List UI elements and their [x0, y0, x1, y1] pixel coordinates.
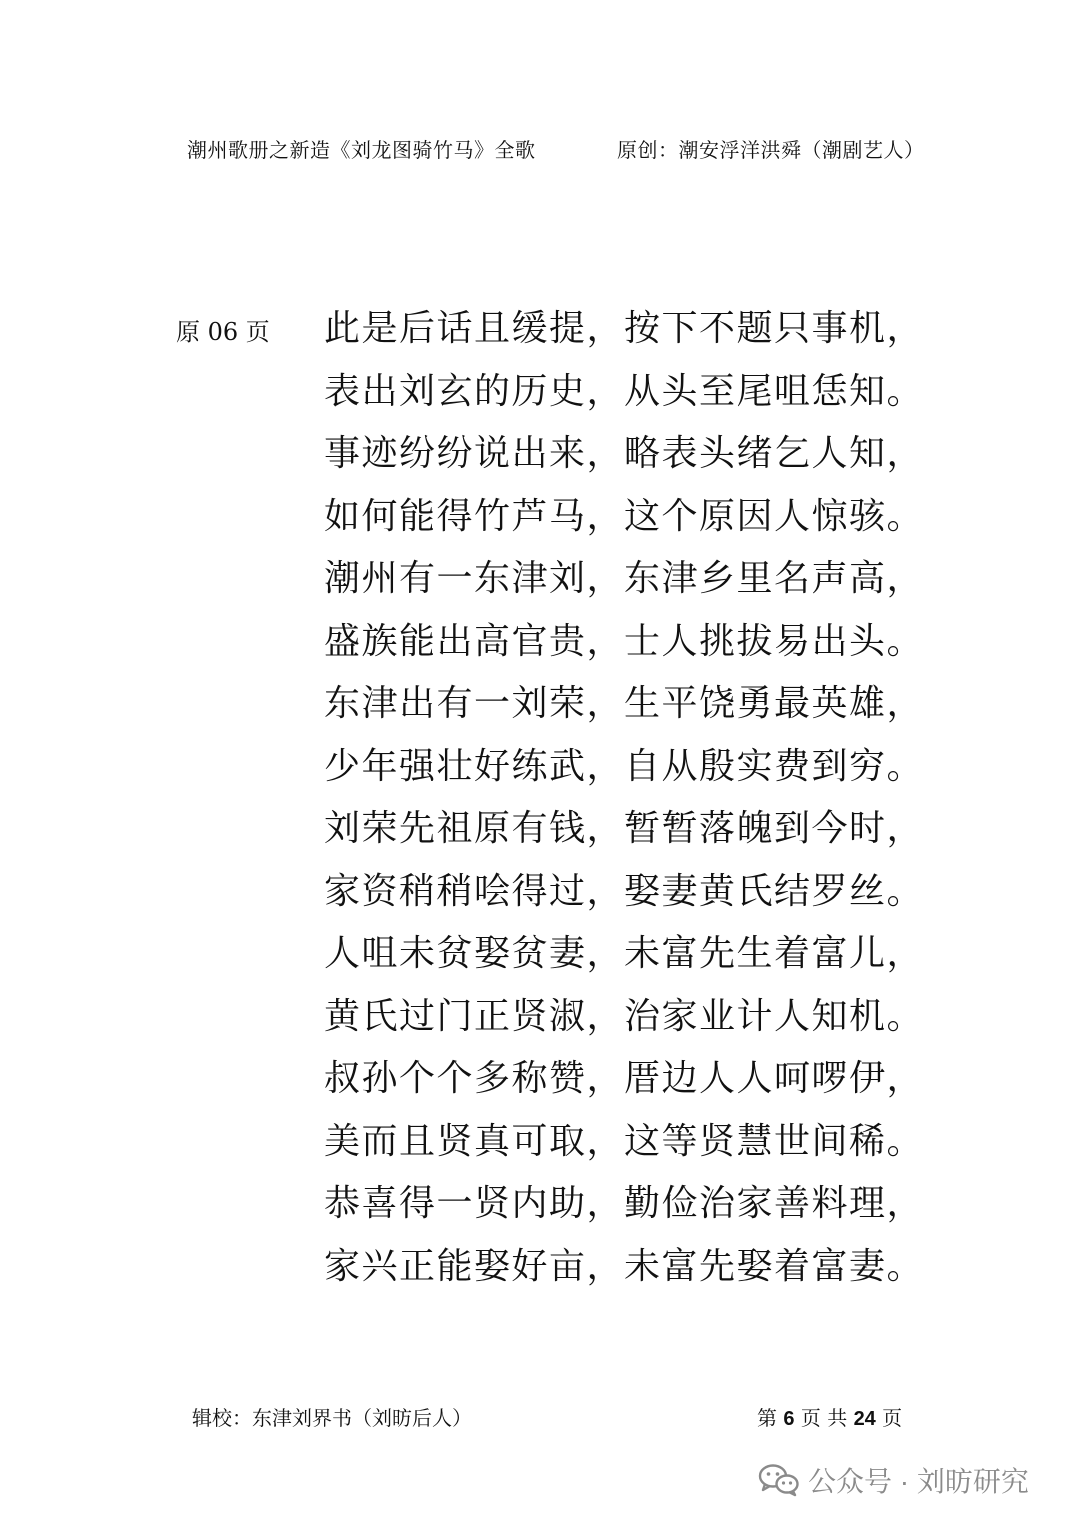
verse-line: 少年强壮好练武，自从殷实费到穷。: [324, 745, 925, 787]
verse-block: [324, 298, 924, 1298]
verse-line: 刘荣先祖原有钱，暂暂落魄到今时，: [324, 808, 925, 849]
verse-line: 家资稍稍哙得过，娶妻黄氏结罗丝。: [324, 870, 925, 912]
verse-line: 表出刘玄的历史，从头至尾咀恁知。: [324, 370, 925, 412]
verse-line: 叔孙个个多称赞，厝边人人呵啰伊，: [324, 1058, 925, 1099]
wechat-icon: [758, 1463, 800, 1497]
page-prefix: 第: [757, 1406, 777, 1430]
page-mid: 页 共: [800, 1406, 848, 1430]
verse-line: 如何能得竹芦马，这个原因人惊骇。: [324, 495, 925, 537]
verse-line: 恭喜得一贤内助，勤俭治家善料理，: [324, 1183, 925, 1224]
verse-line: 东津出有一刘荣，生平饶勇最英雄，: [324, 683, 925, 724]
page-number: 6: [783, 1408, 795, 1430]
original-page-marker: 原 06 页: [176, 318, 270, 346]
verse-line: 家兴正能娶好亩，未富先娶着富妻。: [324, 1245, 925, 1287]
page-suffix: 页: [882, 1406, 903, 1430]
verse-line: 此是后话且缓提，按下不题只事机，: [324, 308, 925, 349]
header-title: 潮州歌册之新造《刘龙图骑竹马》全歌: [187, 138, 536, 162]
footer-editor: 辑校：东津刘界书（刘昉后人）: [192, 1406, 472, 1430]
verse-line: 黄氏过门正贤淑，治家业计人知机。: [324, 995, 925, 1037]
verse-line: 事迹纷纷说出来，略表头绪乞人知，: [324, 433, 925, 474]
verse-line: 潮州有一东津刘，东津乡里名声高，: [324, 558, 925, 599]
verse-line: 人咀未贫娶贫妻，未富先生着富儿，: [324, 933, 925, 974]
verse-line: 盛族能出高官贵，士人挑拔易出头。: [324, 620, 925, 662]
header-author: 原创：潮安浮洋洪舜（潮剧艺人）: [617, 138, 925, 162]
page-total: 24: [853, 1408, 876, 1430]
footer-page-count: [757, 1402, 902, 1431]
verse-line: 美而且贤真可取，这等贤慧世间稀。: [324, 1120, 925, 1162]
watermark: [758, 1460, 1029, 1500]
watermark-text: 公众号 · 刘昉研究: [808, 1466, 1029, 1497]
